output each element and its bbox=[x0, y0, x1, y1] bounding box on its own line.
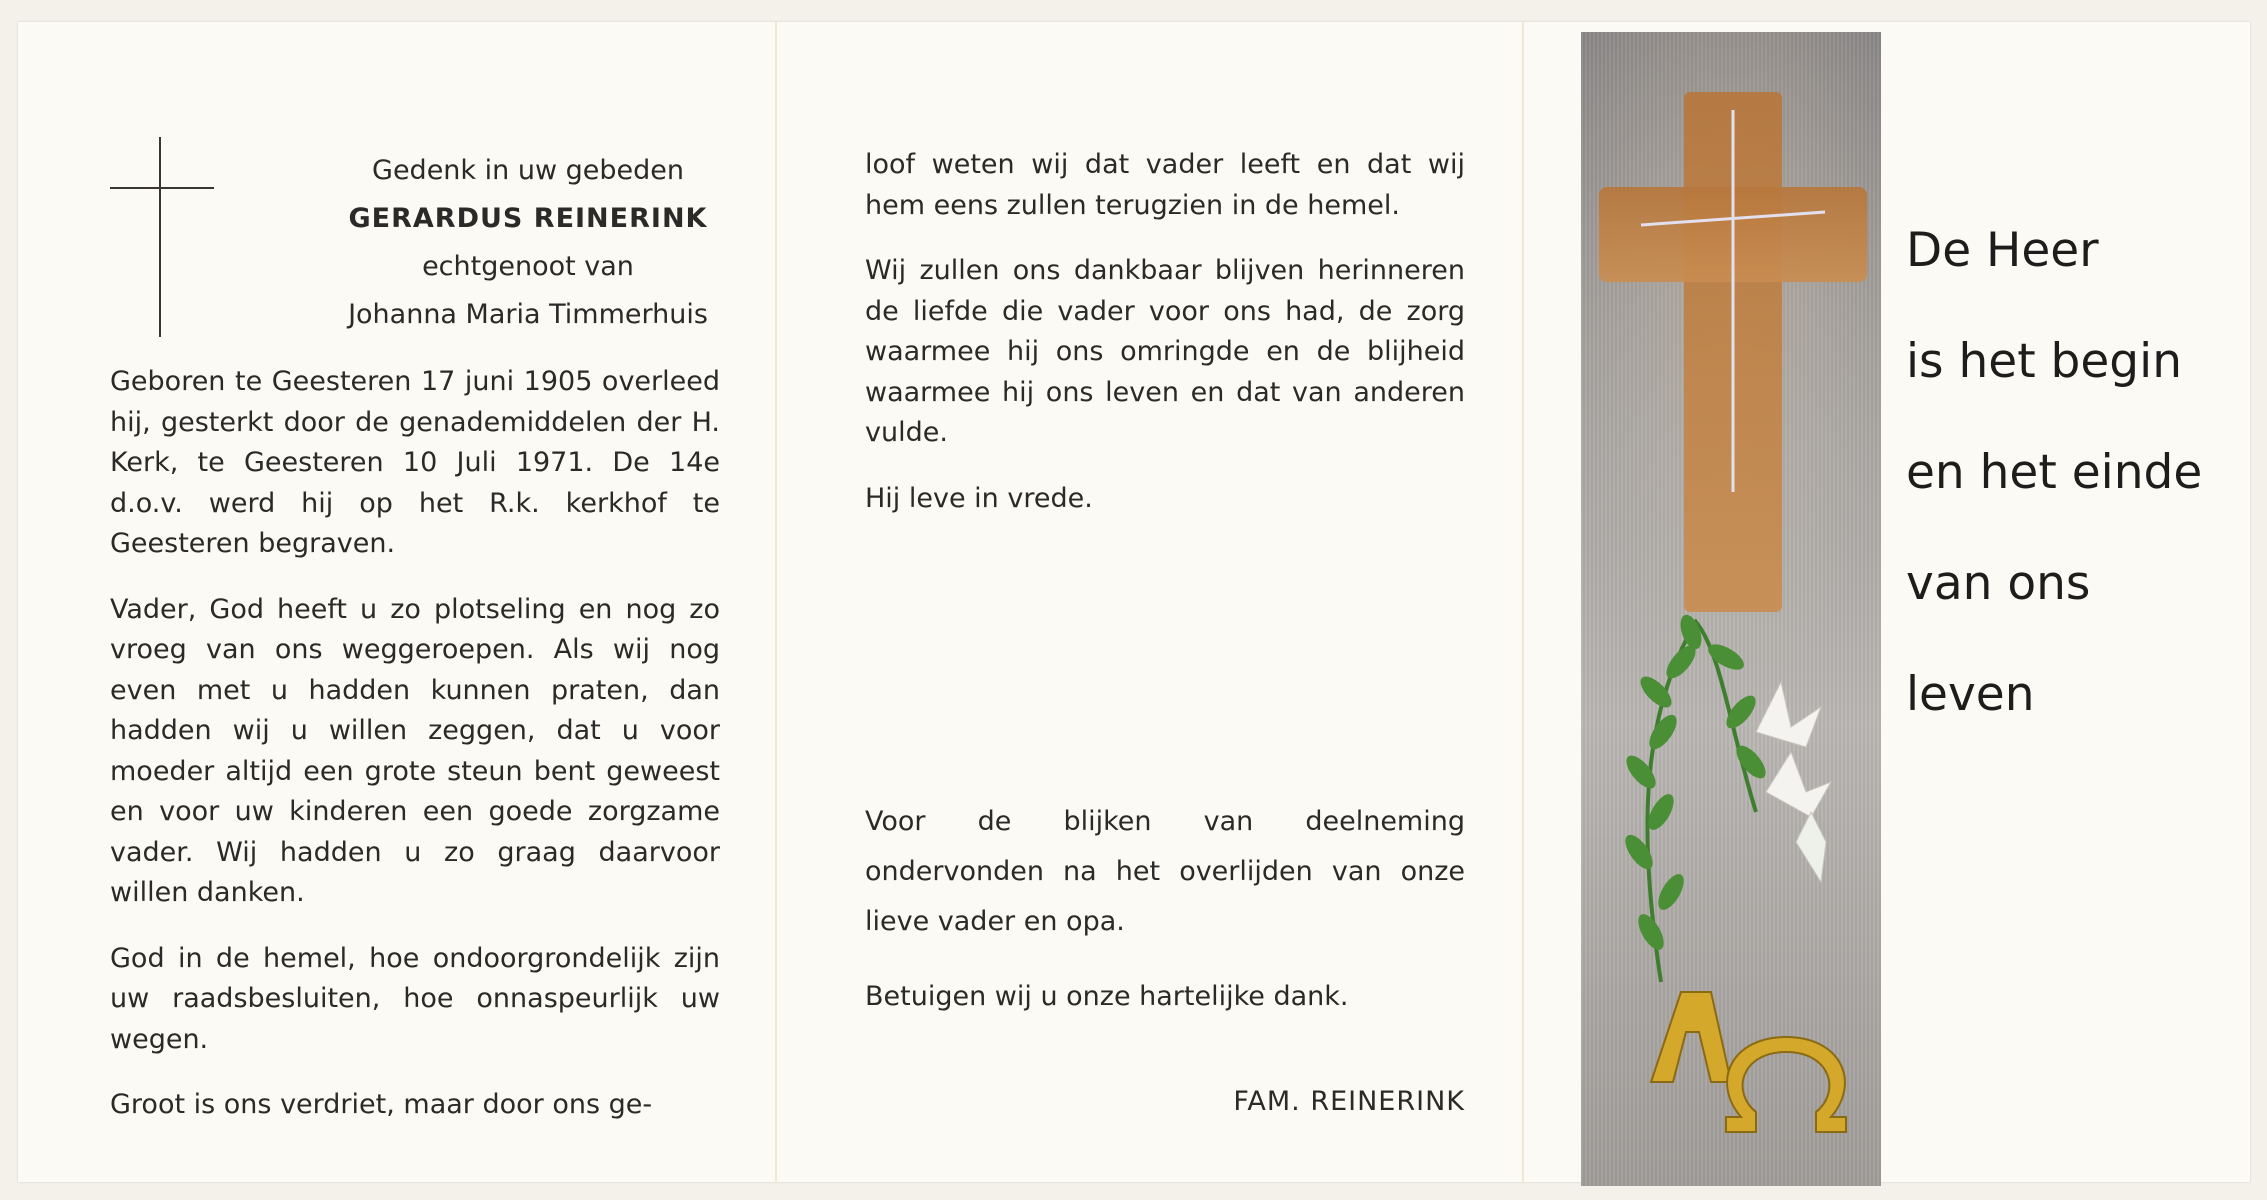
verse-line: van ons bbox=[1906, 556, 2091, 611]
verse-line: De Heer bbox=[1906, 223, 2099, 278]
hope-paragraph: loof weten wij dat vader leeft en dat wij hem eens zullen terugzien in de hemel. bbox=[865, 149, 1465, 221]
remembrance-paragraph: Wij zullen ons dankbaar blijven herinneren de liefde die vader voor ons had, de zorg waarmee hij ons omringde en de blijheid waarmee hij ons leven en dat van anderen vulde. bbox=[865, 255, 1465, 448]
deceased-name: GERARDUS REINERINK bbox=[348, 203, 708, 234]
spouse-name: Johanna Maria Timmerhuis bbox=[348, 299, 708, 330]
farewell-paragraph: Vader, God heeft u zo plotseling en nog zo vroeg van ons weggeroepen. Als wij nog even met u hadden kunnen praten, dan hadden wij u willen zeggen, dat u voor moeder altijd een grote steun bent geweest en voor uw kinderen een goede zorgzame vader. Wij hadden u zo graag daarvoor willen danken. bbox=[110, 593, 720, 908]
dedication-line: Gedenk in uw gebeden bbox=[372, 155, 684, 186]
signature-block bbox=[865, 1082, 1465, 1123]
bible-verse bbox=[1906, 195, 2202, 750]
grief-paragraph: Groot is ons verdriet, maar door ons ge- bbox=[110, 1089, 653, 1120]
right-panel bbox=[1522, 22, 2250, 1182]
cross-icon bbox=[110, 137, 214, 337]
cross-lily-illustration bbox=[1581, 32, 1881, 1186]
gratitude-line: Betuigen wij u onze hartelijke dank. bbox=[865, 981, 1349, 1012]
devotional-image bbox=[1581, 32, 1881, 1186]
middle-body-text bbox=[865, 145, 1465, 544]
alpha-omega-symbol bbox=[1651, 992, 1846, 1132]
verse-line: leven bbox=[1906, 667, 2035, 722]
faith-paragraph: God in de hemel, hoe ondoorgrondelijk zijn uw raadsbesluiten, hoe onnaspeurlijk uw wegen. bbox=[110, 942, 720, 1055]
thanks-text bbox=[865, 797, 1465, 1047]
middle-panel bbox=[775, 22, 1522, 1182]
verse-line: is het begin bbox=[1906, 334, 2182, 389]
left-panel bbox=[18, 22, 775, 1182]
biography-paragraph: Geboren te Geesteren 17 juni 1905 overleed hij, gesterkt door de genademiddelen der H. Kerk, te Geesteren 10 Juli 1971. De 14e d.o.v. werd hij op het R.k. kerkhof te Geesteren begraven. bbox=[110, 366, 720, 559]
thanks-paragraph: Voor de blijken van deelneming ondervonden na het overlijden van onze lieve vader en opa. bbox=[865, 806, 1465, 937]
dedication-header bbox=[288, 147, 768, 339]
relation-line: echtgenoot van bbox=[422, 251, 634, 282]
memorial-card bbox=[18, 22, 2250, 1182]
verse-line: en het einde bbox=[1906, 445, 2203, 500]
left-body-text bbox=[110, 362, 720, 1151]
blessing-line: Hij leve in vrede. bbox=[865, 482, 1093, 514]
family-signature: FAM. REINERINK bbox=[1233, 1086, 1465, 1117]
